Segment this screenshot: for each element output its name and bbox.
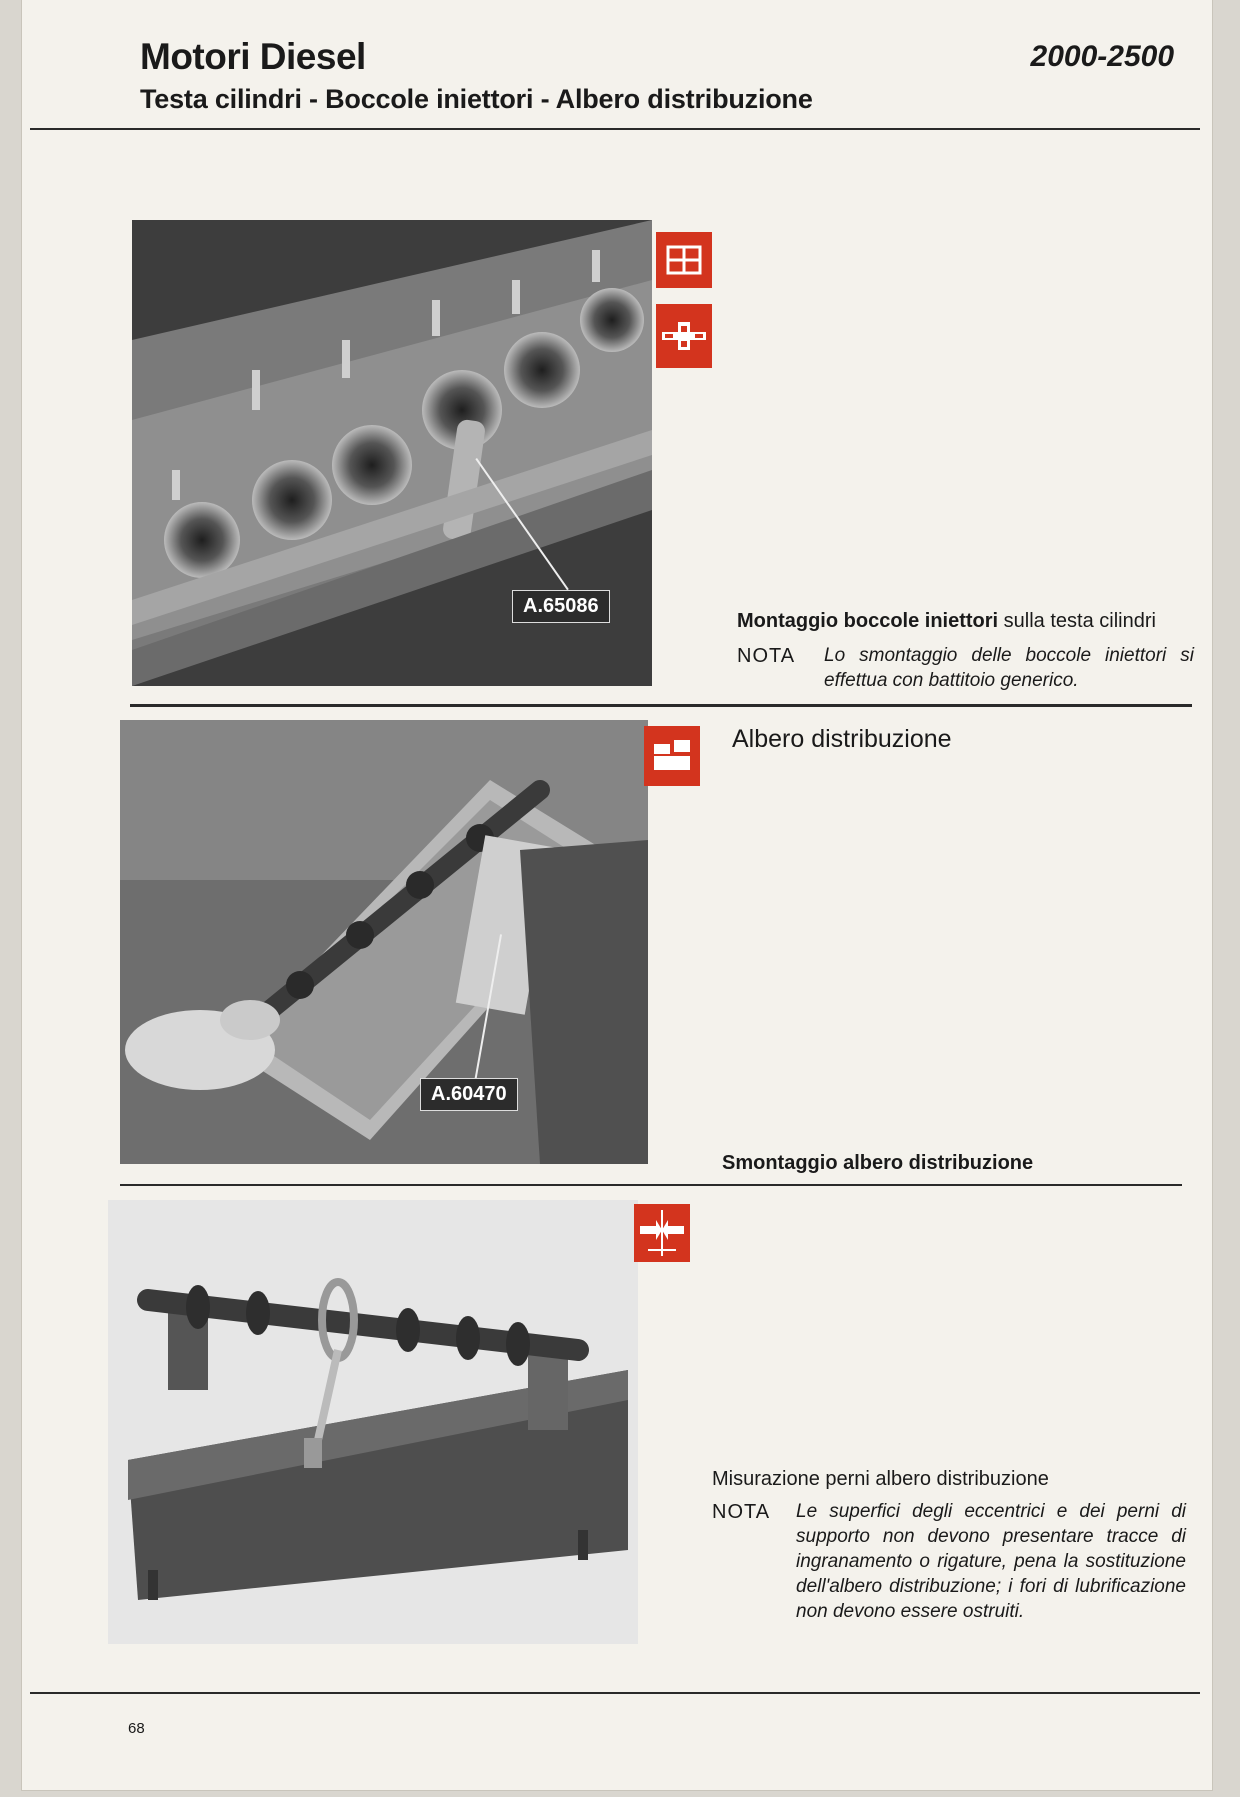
- nota-label: NOTA: [737, 645, 796, 667]
- remove-component-icon: [644, 726, 700, 786]
- model-code: 2000-2500: [1030, 40, 1174, 73]
- nota-text: Le superfici degli eccentrici e dei perni di supporto non devono presentare tracce di ingranamento o rigature, pena la sostituzione dell'albero distribuzione; i fori di lubrificazione non devono essere ostruiti.: [796, 1501, 1186, 1622]
- section-heading: Albero distribuzione: [732, 725, 952, 753]
- section-divider: [120, 1184, 1182, 1186]
- disassembly-icon: [656, 232, 712, 288]
- section-2-caption: Smontaggio albero distribuzione: [722, 1152, 1034, 1174]
- section-3-caption: Misurazione perni albero distribuzione: [712, 1468, 1049, 1490]
- camshaft-measurement-photo: [108, 1200, 638, 1644]
- footer-divider: [30, 1692, 1200, 1694]
- section-1-caption: [737, 610, 1156, 633]
- caption-bold-text: Montaggio boccole iniettori: [737, 610, 999, 632]
- measurement-icon: [634, 1204, 690, 1262]
- tool-code-label: A.60470: [420, 1078, 518, 1111]
- nota-label: NOTA: [712, 1501, 771, 1523]
- page-subtitle: Testa cilindri - Boccole iniettori - Albero distribuzione: [140, 84, 813, 114]
- section-divider: [130, 704, 1192, 707]
- manual-page: [22, 0, 1212, 1790]
- header-divider: [30, 128, 1200, 130]
- page-title: Motori Diesel: [140, 36, 366, 77]
- page-number: 68: [128, 1720, 145, 1737]
- fiat-tool-icon: [656, 304, 712, 368]
- camshaft-removal-photo: [120, 720, 648, 1164]
- caption-light-text: sulla testa cilindri: [1003, 610, 1156, 632]
- tool-code-label: A.65086: [512, 590, 610, 623]
- nota-text: Lo smontaggio delle boccole iniettori si effettua con battitoio generico.: [824, 645, 1194, 691]
